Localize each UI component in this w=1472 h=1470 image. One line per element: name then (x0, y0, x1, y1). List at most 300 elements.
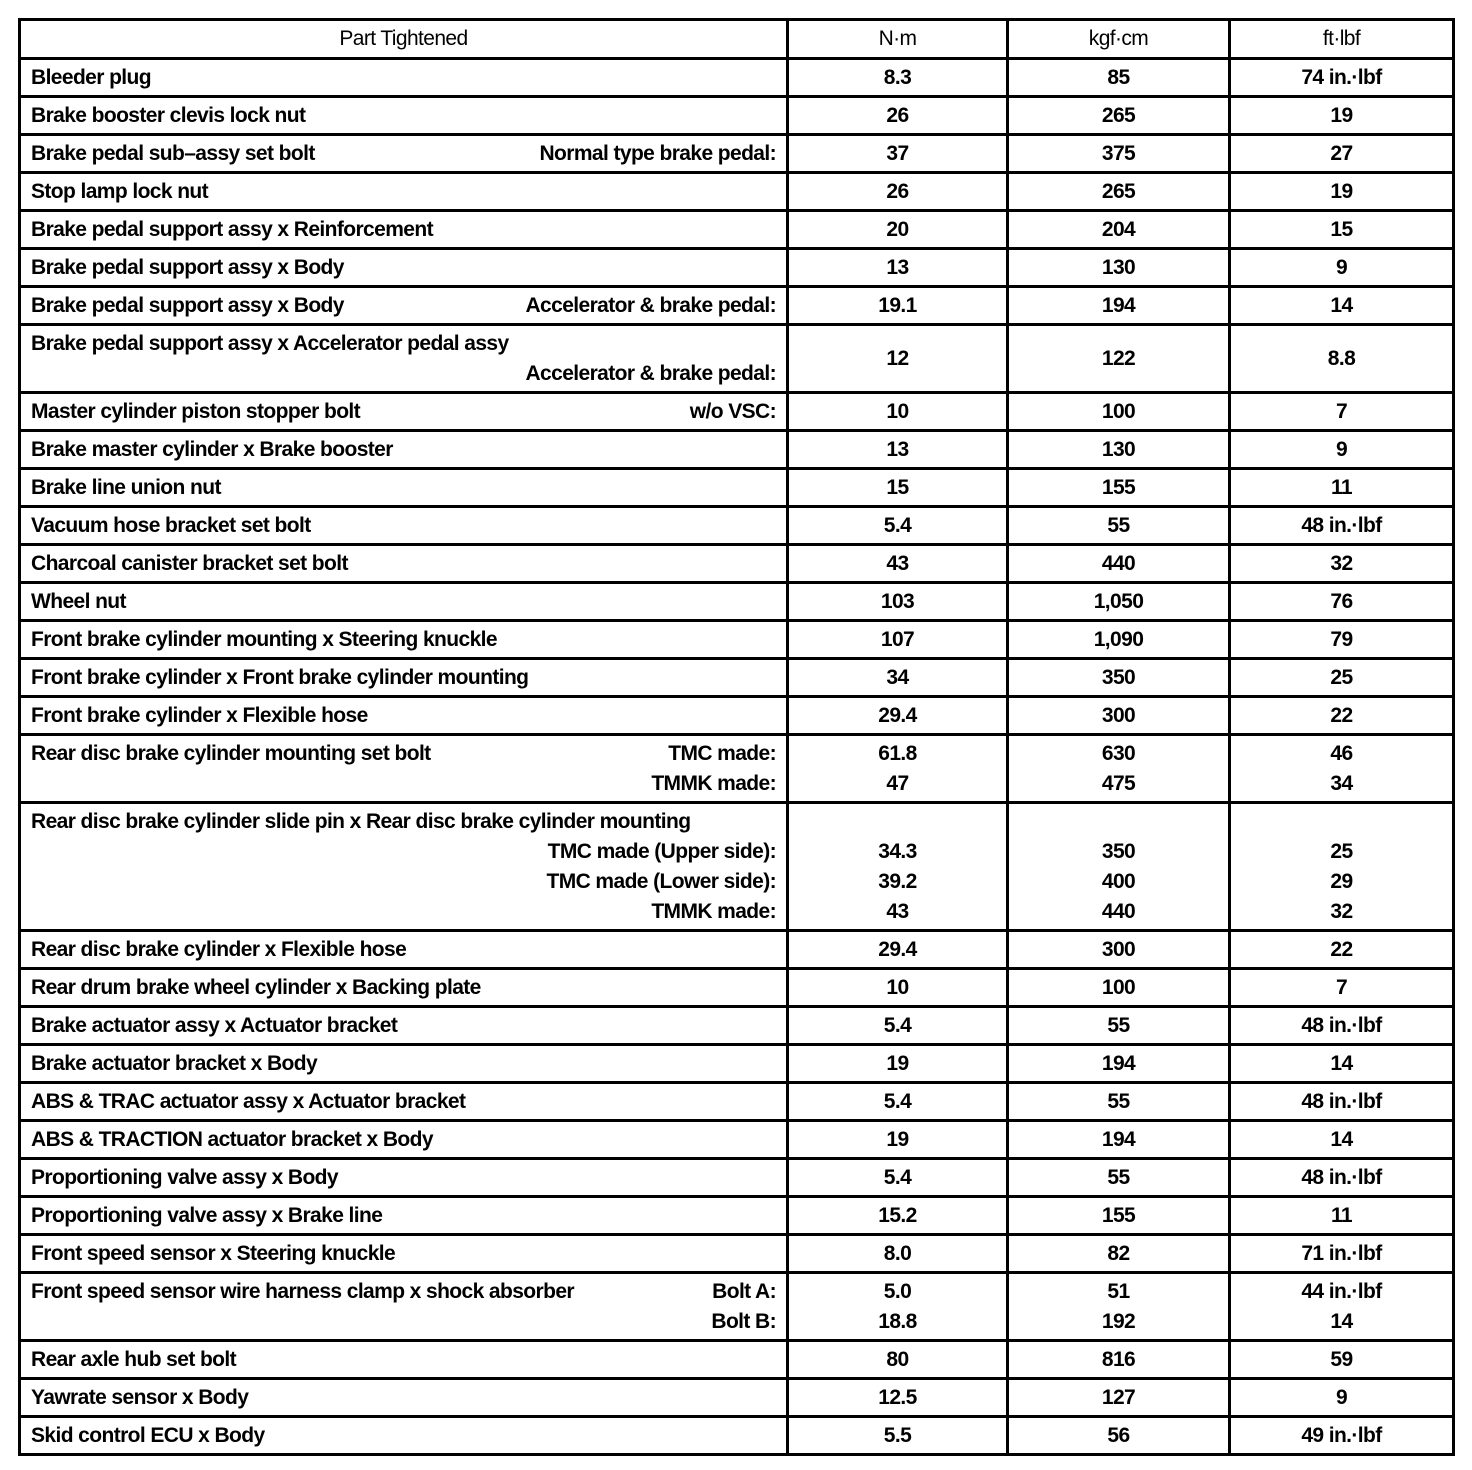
nm-value: 15.2 (878, 1203, 917, 1227)
ft-lbf-value-cell (1230, 1121, 1454, 1159)
table-row (20, 135, 1454, 173)
header-ft-lbf: ft·lbf (1230, 20, 1454, 59)
ft-lbf-value-cell (1230, 431, 1454, 469)
part-name: Brake pedal support assy x Body (31, 256, 344, 279)
ft-lbf-value: 74 in.·lbf (1301, 65, 1382, 89)
part-name: Rear disc brake cylinder x Flexible hose (31, 938, 407, 961)
kgf-cm-value-cell (1008, 1417, 1230, 1455)
kgf-cm-value: 400 (1101, 870, 1136, 893)
part-cell (20, 931, 788, 969)
kgf-cm-value-cell (1008, 97, 1230, 135)
ft-lbf-value: 44 in.·lbf (1301, 1280, 1382, 1303)
kgf-cm-value: 300 (1101, 703, 1136, 727)
kgf-cm-value: 265 (1101, 179, 1136, 203)
nm-value: 19.1 (878, 293, 917, 317)
table-row (20, 583, 1454, 621)
table-row (20, 173, 1454, 211)
kgf-cm-value-cell (1008, 931, 1230, 969)
table-row (20, 1273, 1454, 1341)
kgf-cm-value-cell (1008, 659, 1230, 697)
part-name: ABS & TRACTION actuator bracket x Body (31, 1128, 433, 1151)
part-line (31, 1421, 776, 1451)
ft-lbf-value: 15 (1330, 217, 1353, 241)
part-name: Rear disc brake cylinder slide pin x Rear disc brake cylinder mounting (31, 810, 691, 833)
part-name: Front brake cylinder mounting x Steering knuckle (31, 628, 497, 651)
kgf-cm-value-cell (1008, 583, 1230, 621)
kgf-cm-value: 155 (1101, 1203, 1136, 1227)
table-row (20, 59, 1454, 97)
kgf-cm-value (1009, 807, 1228, 837)
part-name: Front brake cylinder x Flexible hose (31, 704, 368, 727)
nm-value-cell (788, 287, 1008, 325)
part-line (31, 139, 776, 169)
table-row (20, 211, 1454, 249)
part-line (31, 973, 776, 1003)
nm-value: 39.2 (878, 870, 917, 893)
nm-value (789, 807, 1006, 837)
part-name: Brake pedal support assy x Accelerator pedal assy (31, 332, 509, 355)
ft-lbf-value: 19 (1330, 103, 1353, 127)
kgf-cm-value-cell (1008, 1045, 1230, 1083)
ft-lbf-value: 14 (1330, 1310, 1353, 1333)
ft-lbf-value (1231, 807, 1452, 837)
ft-lbf-value: 29 (1330, 870, 1353, 893)
ft-lbf-value-cell (1230, 325, 1454, 393)
nm-value-cell (788, 469, 1008, 507)
part-line (31, 291, 776, 321)
nm-value-cell (788, 803, 1008, 931)
nm-value-cell (788, 1159, 1008, 1197)
part-line (31, 1011, 776, 1041)
part-line (31, 935, 776, 965)
kgf-cm-value-cell (1008, 1341, 1230, 1379)
part-name: Brake actuator bracket x Body (31, 1052, 318, 1075)
nm-value-cell (788, 659, 1008, 697)
ft-lbf-value-cell (1230, 583, 1454, 621)
table-row (20, 1197, 1454, 1235)
ft-lbf-value: 32 (1330, 551, 1353, 575)
nm-value: 47 (886, 772, 909, 795)
nm-value: 34 (886, 665, 909, 689)
ft-lbf-value: 14 (1330, 293, 1353, 317)
ft-lbf-value-cell (1230, 507, 1454, 545)
nm-value-cell (788, 173, 1008, 211)
part-line (31, 1049, 776, 1079)
kgf-cm-value: 130 (1101, 437, 1136, 461)
nm-value-cell (788, 931, 1008, 969)
table-row (20, 735, 1454, 803)
part-line (31, 101, 776, 131)
part-name: Master cylinder piston stopper bolt (31, 400, 361, 423)
kgf-cm-value: 85 (1107, 65, 1130, 89)
part-cell (20, 1083, 788, 1121)
part-line (31, 1307, 776, 1337)
table-row (20, 1159, 1454, 1197)
part-cell (20, 1197, 788, 1235)
ft-lbf-value-cell (1230, 969, 1454, 1007)
part-cell (20, 211, 788, 249)
kgf-cm-value: 100 (1101, 975, 1136, 999)
ft-lbf-value-cell (1230, 287, 1454, 325)
table-row (20, 803, 1454, 931)
part-condition: TMC made (Lower side): (546, 870, 776, 893)
nm-value: 29.4 (878, 703, 917, 727)
nm-value: 19 (886, 1127, 909, 1151)
part-condition: TMC made (Upper side): (547, 840, 776, 863)
part-condition: Bolt B: (711, 1310, 776, 1333)
ft-lbf-value: 19 (1330, 179, 1353, 203)
nm-value: 61.8 (878, 742, 917, 765)
part-cell (20, 135, 788, 173)
part-line (31, 1277, 776, 1307)
ft-lbf-value: 48 in.·lbf (1301, 1089, 1382, 1113)
part-line (31, 701, 776, 731)
part-cell (20, 287, 788, 325)
kgf-cm-value-cell (1008, 1235, 1230, 1273)
table-row (20, 969, 1454, 1007)
part-condition: Accelerator & brake pedal: (525, 362, 776, 385)
nm-value-cell (788, 1045, 1008, 1083)
part-line (31, 1125, 776, 1155)
part-line (31, 215, 776, 245)
kgf-cm-value-cell (1008, 1007, 1230, 1045)
ft-lbf-value-cell (1230, 803, 1454, 931)
part-name: Rear disc brake cylinder mounting set bolt (31, 742, 431, 765)
part-line (31, 739, 776, 769)
kgf-cm-value: 56 (1107, 1423, 1130, 1447)
ft-lbf-value: 11 (1331, 1203, 1352, 1227)
nm-value: 80 (886, 1347, 909, 1371)
part-condition: Accelerator & brake pedal: (525, 294, 776, 317)
ft-lbf-value-cell (1230, 931, 1454, 969)
table-row (20, 431, 1454, 469)
nm-value: 20 (886, 217, 909, 241)
kgf-cm-value: 300 (1101, 937, 1136, 961)
table-row (20, 1007, 1454, 1045)
kgf-cm-value: 1,050 (1093, 589, 1144, 613)
nm-value: 43 (886, 551, 909, 575)
ft-lbf-value: 27 (1330, 141, 1353, 165)
ft-lbf-value-cell (1230, 173, 1454, 211)
ft-lbf-value: 76 (1330, 589, 1353, 613)
part-cell (20, 469, 788, 507)
nm-value-cell (788, 1083, 1008, 1121)
part-line (31, 473, 776, 503)
table-row (20, 249, 1454, 287)
ft-lbf-value-cell (1230, 1235, 1454, 1273)
table-body (20, 59, 1454, 1455)
part-name: Proportioning valve assy x Brake line (31, 1204, 383, 1227)
ft-lbf-value-cell (1230, 1341, 1454, 1379)
part-cell (20, 431, 788, 469)
ft-lbf-value: 11 (1331, 475, 1352, 499)
part-cell (20, 1007, 788, 1045)
part-condition: TMMK made: (651, 772, 776, 795)
part-cell (20, 507, 788, 545)
nm-value-cell (788, 393, 1008, 431)
table-row (20, 97, 1454, 135)
part-line (31, 897, 776, 927)
part-name: Front speed sensor x Steering knuckle (31, 1242, 396, 1265)
kgf-cm-value-cell (1008, 59, 1230, 97)
part-cell (20, 583, 788, 621)
nm-value: 26 (886, 103, 909, 127)
part-name: Brake actuator assy x Actuator bracket (31, 1014, 398, 1037)
kgf-cm-value-cell (1008, 431, 1230, 469)
kgf-cm-value-cell (1008, 249, 1230, 287)
ft-lbf-value: 22 (1330, 703, 1353, 727)
nm-value-cell (788, 1235, 1008, 1273)
nm-value-cell (788, 1197, 1008, 1235)
kgf-cm-value: 55 (1107, 1089, 1130, 1113)
nm-value-cell (788, 1121, 1008, 1159)
part-name: Yawrate sensor x Body (31, 1386, 249, 1409)
kgf-cm-value: 127 (1101, 1385, 1136, 1409)
kgf-cm-value-cell (1008, 507, 1230, 545)
table-row (20, 1379, 1454, 1417)
ft-lbf-value: 32 (1330, 900, 1353, 923)
nm-value: 103 (880, 589, 915, 613)
kgf-cm-value: 265 (1101, 103, 1136, 127)
nm-value-cell (788, 621, 1008, 659)
nm-value-cell (788, 507, 1008, 545)
ft-lbf-value-cell (1230, 735, 1454, 803)
kgf-cm-value-cell (1008, 621, 1230, 659)
nm-value: 29.4 (878, 937, 917, 961)
nm-value-cell (788, 325, 1008, 393)
header-kgf-cm: kgf·cm (1008, 20, 1230, 59)
ft-lbf-value: 48 in.·lbf (1301, 1165, 1382, 1189)
nm-value: 13 (886, 437, 909, 461)
kgf-cm-value-cell (1008, 325, 1230, 393)
part-line (31, 587, 776, 617)
part-line (31, 1239, 776, 1269)
kgf-cm-value-cell (1008, 1121, 1230, 1159)
ft-lbf-value-cell (1230, 469, 1454, 507)
kgf-cm-value-cell (1008, 1083, 1230, 1121)
part-line (31, 1383, 776, 1413)
part-line (31, 625, 776, 655)
nm-value: 13 (886, 255, 909, 279)
ft-lbf-value-cell (1230, 545, 1454, 583)
part-name: ABS & TRAC actuator assy x Actuator bracket (31, 1090, 466, 1113)
part-cell (20, 1341, 788, 1379)
part-cell (20, 97, 788, 135)
kgf-cm-value: 55 (1107, 1165, 1130, 1189)
part-line (31, 63, 776, 93)
table-row (20, 507, 1454, 545)
kgf-cm-value-cell (1008, 173, 1230, 211)
ft-lbf-value-cell (1230, 1417, 1454, 1455)
ft-lbf-value-cell (1230, 59, 1454, 97)
table-row (20, 931, 1454, 969)
nm-value-cell (788, 545, 1008, 583)
part-name: Brake master cylinder x Brake booster (31, 438, 393, 461)
part-cell (20, 173, 788, 211)
part-line (31, 359, 776, 389)
part-name: Bleeder plug (31, 66, 151, 89)
ft-lbf-value-cell (1230, 135, 1454, 173)
kgf-cm-value-cell (1008, 697, 1230, 735)
nm-value: 34.3 (878, 840, 917, 863)
kgf-cm-value-cell (1008, 393, 1230, 431)
ft-lbf-value: 9 (1335, 1385, 1348, 1409)
table-row (20, 545, 1454, 583)
nm-value-cell (788, 1007, 1008, 1045)
part-cell (20, 735, 788, 803)
part-cell (20, 1273, 788, 1341)
kgf-cm-value: 350 (1101, 840, 1136, 863)
nm-value-cell (788, 697, 1008, 735)
part-cell (20, 393, 788, 431)
kgf-cm-value-cell (1008, 211, 1230, 249)
ft-lbf-value-cell (1230, 393, 1454, 431)
nm-value: 12 (886, 346, 909, 370)
part-name: Skid control ECU x Body (31, 1424, 265, 1447)
kgf-cm-value-cell (1008, 803, 1230, 931)
part-condition: Bolt A: (712, 1280, 776, 1303)
kgf-cm-value: 375 (1101, 141, 1136, 165)
kgf-cm-value: 122 (1101, 346, 1136, 370)
part-line (31, 837, 776, 867)
nm-value-cell (788, 969, 1008, 1007)
part-cell (20, 325, 788, 393)
ft-lbf-value: 7 (1335, 399, 1348, 423)
part-cell (20, 249, 788, 287)
part-condition: TMC made: (668, 742, 776, 765)
nm-value: 26 (886, 179, 909, 203)
part-line (31, 1163, 776, 1193)
ft-lbf-value: 22 (1330, 937, 1353, 961)
kgf-cm-value-cell (1008, 135, 1230, 173)
part-cell (20, 621, 788, 659)
part-line (31, 329, 776, 359)
kgf-cm-value: 204 (1101, 217, 1136, 241)
ft-lbf-value: 46 (1330, 742, 1353, 765)
kgf-cm-value: 194 (1101, 1127, 1136, 1151)
table-row (20, 287, 1454, 325)
ft-lbf-value-cell (1230, 211, 1454, 249)
part-condition: w/o VSC: (689, 400, 776, 423)
ft-lbf-value-cell (1230, 1083, 1454, 1121)
kgf-cm-value: 816 (1101, 1347, 1136, 1371)
ft-lbf-value: 49 in.·lbf (1301, 1423, 1382, 1447)
kgf-cm-value-cell (1008, 1197, 1230, 1235)
part-name: Rear drum brake wheel cylinder x Backing plate (31, 976, 481, 999)
nm-value: 107 (880, 627, 915, 651)
nm-value-cell (788, 1273, 1008, 1341)
nm-value-cell (788, 59, 1008, 97)
table-row (20, 469, 1454, 507)
ft-lbf-value: 14 (1330, 1051, 1353, 1075)
table-row (20, 1341, 1454, 1379)
nm-value: 5.5 (883, 1423, 912, 1447)
nm-value-cell (788, 583, 1008, 621)
header-row (20, 20, 1454, 59)
part-name: Rear axle hub set bolt (31, 1348, 237, 1371)
nm-value-cell (788, 1417, 1008, 1455)
part-name: Brake pedal sub–assy set bolt (31, 142, 315, 165)
header-nm: N·m (788, 20, 1008, 59)
nm-value: 18.8 (878, 1310, 917, 1333)
ft-lbf-value-cell (1230, 249, 1454, 287)
kgf-cm-value: 630 (1101, 742, 1136, 765)
kgf-cm-value: 55 (1107, 513, 1130, 537)
table-row (20, 697, 1454, 735)
part-name: Brake booster clevis lock nut (31, 104, 306, 127)
nm-value-cell (788, 135, 1008, 173)
nm-value: 8.0 (883, 1241, 912, 1265)
kgf-cm-value-cell (1008, 735, 1230, 803)
part-cell (20, 59, 788, 97)
nm-value: 8.3 (883, 65, 912, 89)
ft-lbf-value: 25 (1330, 840, 1353, 863)
part-name: Front brake cylinder x Front brake cylinder mounting (31, 666, 529, 689)
part-cell (20, 697, 788, 735)
nm-value: 5.4 (883, 1089, 912, 1113)
ft-lbf-value-cell (1230, 1007, 1454, 1045)
ft-lbf-value-cell (1230, 1273, 1454, 1341)
nm-value-cell (788, 431, 1008, 469)
part-condition: Normal type brake pedal: (539, 142, 776, 165)
part-cell (20, 1379, 788, 1417)
ft-lbf-value: 48 in.·lbf (1301, 1013, 1382, 1037)
nm-value: 5.4 (883, 1165, 912, 1189)
nm-value: 12.5 (878, 1385, 917, 1409)
kgf-cm-value: 100 (1101, 399, 1136, 423)
nm-value: 10 (886, 975, 909, 999)
part-line (31, 807, 776, 837)
nm-value: 37 (886, 141, 909, 165)
kgf-cm-value-cell (1008, 1379, 1230, 1417)
ft-lbf-value-cell (1230, 621, 1454, 659)
kgf-cm-value-cell (1008, 969, 1230, 1007)
part-line (31, 663, 776, 693)
torque-specification-table (18, 18, 1455, 1456)
kgf-cm-value: 130 (1101, 255, 1136, 279)
table-row (20, 393, 1454, 431)
part-line (31, 1087, 776, 1117)
part-cell (20, 803, 788, 931)
part-line (31, 867, 776, 897)
ft-lbf-value-cell (1230, 1379, 1454, 1417)
part-cell (20, 1417, 788, 1455)
ft-lbf-value: 25 (1330, 665, 1353, 689)
ft-lbf-value-cell (1230, 659, 1454, 697)
part-name: Proportioning valve assy x Body (31, 1166, 338, 1189)
table-row (20, 1235, 1454, 1273)
kgf-cm-value: 51 (1107, 1280, 1130, 1303)
kgf-cm-value: 194 (1101, 293, 1136, 317)
table-row (20, 1121, 1454, 1159)
ft-lbf-value: 9 (1335, 437, 1348, 461)
part-name: Vacuum hose bracket set bolt (31, 514, 311, 537)
table-row (20, 325, 1454, 393)
nm-value: 10 (886, 399, 909, 423)
part-name: Charcoal canister bracket set bolt (31, 552, 348, 575)
part-cell (20, 659, 788, 697)
part-line (31, 1201, 776, 1231)
nm-value: 5.4 (883, 513, 912, 537)
part-name: Stop lamp lock nut (31, 180, 209, 203)
nm-value: 19 (886, 1051, 909, 1075)
kgf-cm-value: 440 (1101, 900, 1136, 923)
kgf-cm-value: 192 (1101, 1310, 1136, 1333)
kgf-cm-value: 194 (1101, 1051, 1136, 1075)
part-cell (20, 1121, 788, 1159)
header-part-tightened: Part Tightened (20, 20, 788, 59)
part-line (31, 549, 776, 579)
